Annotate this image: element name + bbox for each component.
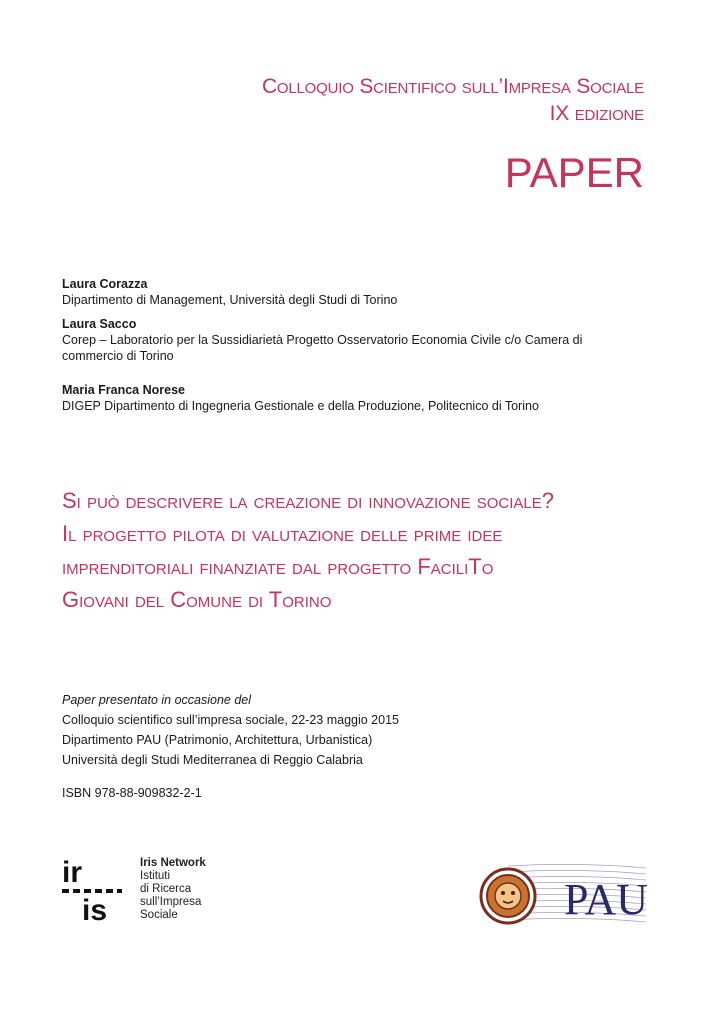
pau-logo (478, 860, 648, 930)
author-name: Maria Franca Norese (62, 383, 185, 397)
paper-heading: PAPER (504, 149, 644, 196)
author-name: Laura Corazza (62, 277, 148, 291)
iris-line-1: Istituti (140, 870, 171, 882)
iris-line-4: Sociale (140, 909, 178, 921)
iris-network-text (140, 857, 206, 922)
title-line-4: Giovani del Comune di Torino (62, 587, 332, 612)
iris-line-3: sull’Impresa (140, 896, 202, 908)
iris-dots-icon (62, 889, 122, 893)
title-line-1: Si può descrivere la creazione di innovazione sociale? (62, 488, 555, 513)
pau-logo-text: PAU (564, 875, 648, 924)
paper-title (62, 484, 662, 616)
iris-network-logo (62, 856, 132, 922)
presentation-note (62, 690, 642, 770)
author-affiliation: Dipartimento di Management, Università degli Studi di Torino (62, 293, 398, 307)
presentation-line-2: Dipartimento PAU (Patrimonio, Architettura, Urbanistica) (62, 733, 373, 747)
iris-line-2: di Ricerca (140, 883, 192, 895)
lion-head-icon (481, 869, 535, 923)
author-2 (62, 316, 642, 364)
title-line-2: Il progetto pilota di valutazione delle prime idee (62, 521, 503, 546)
author-affiliation: Corep – Laboratorio per la Sussidiarietà Progetto Osservatorio Economia Civile c/o Camera di commercio di Torino (62, 333, 583, 363)
edition-label (550, 101, 644, 127)
iris-logo-bottom: is (82, 894, 108, 922)
iris-brand: Iris Network (140, 857, 206, 869)
presentation-intro: Paper presentato in occasione del (62, 693, 252, 707)
title-line-3: imprenditoriali finanziate dal progetto FaciliTo (62, 554, 494, 579)
iris-logo-top: ir (62, 856, 83, 889)
colloquium-title-text: Colloquio Scientifico sull’Impresa Sociale (261, 75, 644, 98)
colloquium-title (262, 74, 644, 100)
presentation-line-1: Colloquio scientifico sull’impresa sociale, 22-23 maggio 2015 (62, 713, 399, 727)
author-1 (62, 276, 642, 308)
isbn: ISBN 978-88-909832-2-1 (62, 786, 202, 800)
author-3 (62, 382, 642, 414)
author-affiliation: DIGEP Dipartimento di Ingegneria Gestionale e della Produzione, Politecnico di Torino (62, 399, 539, 413)
edition-label-text: IX edizione (549, 102, 644, 125)
presentation-line-3: Università degli Studi Mediterranea di Reggio Calabria (62, 753, 363, 767)
author-name: Laura Sacco (62, 317, 137, 331)
